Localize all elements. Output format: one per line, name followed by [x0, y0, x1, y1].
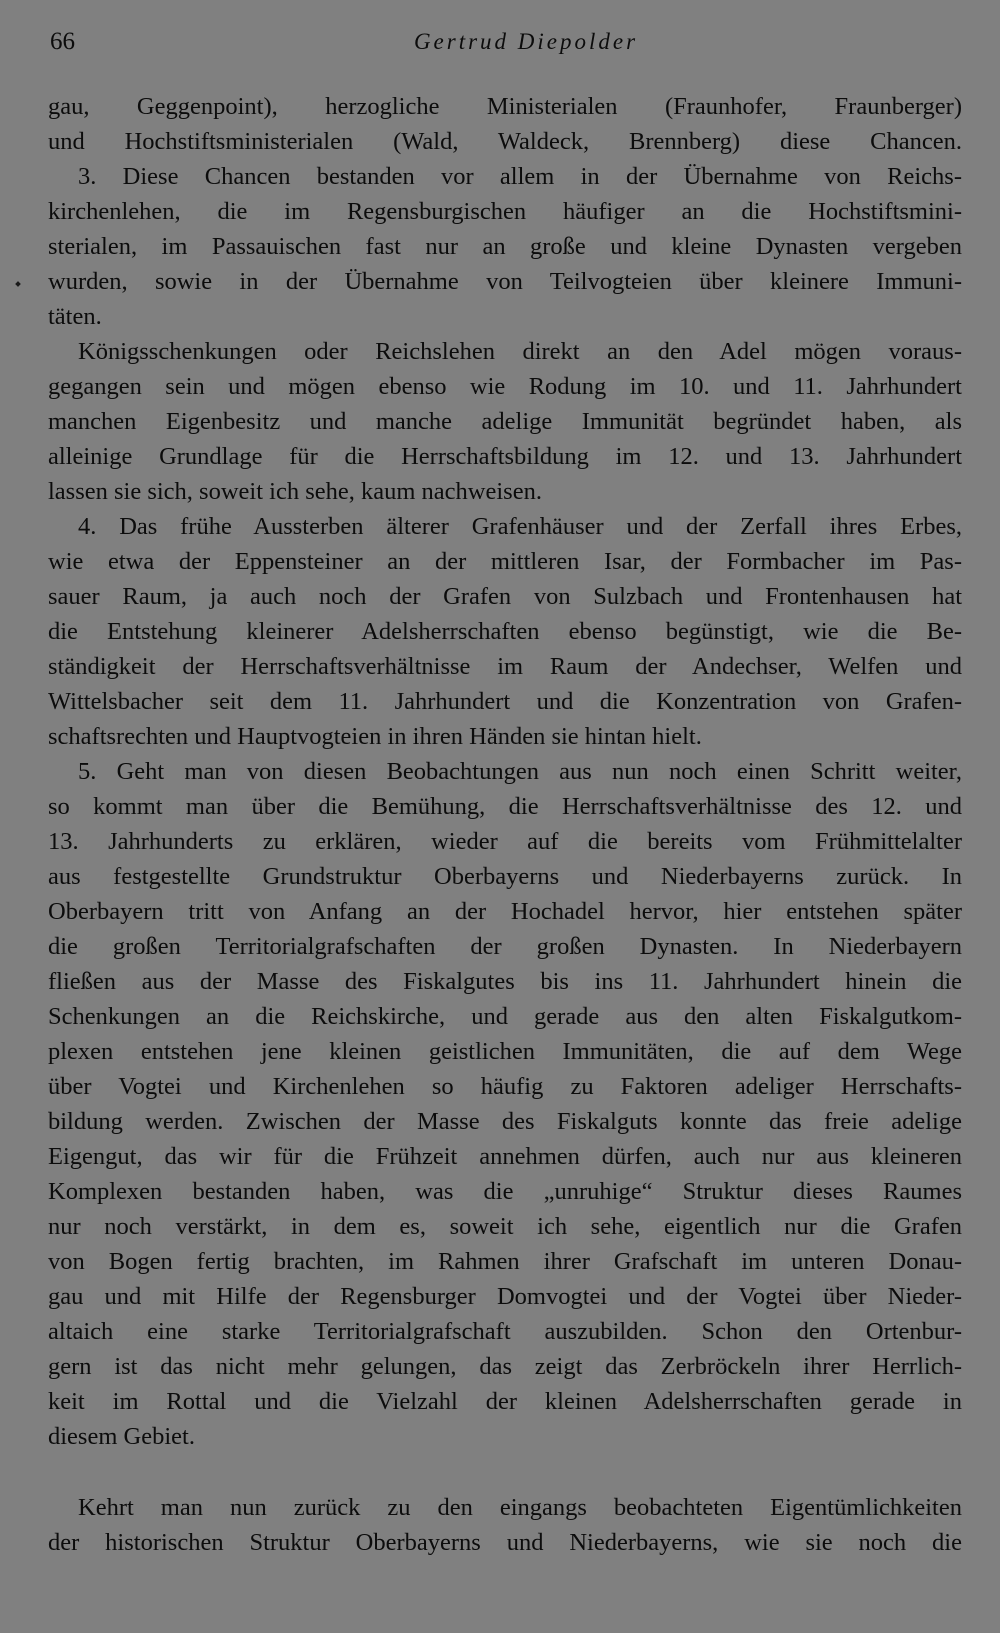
text-line: bildung werden. Zwischen der Masse des Fiskalguts konnte das freie adelige [48, 1108, 962, 1135]
text-line: lassen sie sich, soweit ich sehe, kaum nachweisen. [48, 478, 542, 505]
text-line: gern ist das nicht mehr gelungen, das zeigt das Zerbröckeln ihrer Herrlich- [48, 1353, 962, 1380]
text-line: von Bogen fertig brachten, im Rahmen ihrer Grafschaft im unteren Donau- [48, 1248, 962, 1275]
text-line: diesem Gebiet. [48, 1423, 195, 1450]
text-line: so kommt man über die Bemühung, die Herrschaftsverhältnisse des 12. und [48, 793, 962, 820]
text-line: sauer Raum, ja auch noch der Grafen von Sulzbach und Frontenhausen hat [48, 583, 962, 610]
text-line: alleinige Grundlage für die Herrschaftsbildung im 12. und 13. Jahrhundert [48, 443, 962, 470]
text-line: manchen Eigenbesitz und manche adelige Immunität begründet haben, als [48, 408, 962, 435]
margin-mark [15, 281, 21, 287]
text-line: 4. Das frühe Aussterben älterer Grafenhäuser und der Zerfall ihres Erbes, [78, 513, 962, 540]
page-number: 66 [50, 28, 75, 55]
text-line: plexen entstehen jene kleinen geistlichen Immunitäten, die auf dem Wege [48, 1038, 962, 1065]
running-head-author: Gertrud Diepolder [413, 29, 639, 54]
text-line: 5. Geht man von diesen Beobachtungen aus nun noch einen Schritt weiter, [78, 758, 962, 785]
body-text [48, 89, 962, 1560]
text-line: Eigengut, das wir für die Frühzeit annehmen dürfen, auch nur aus kleineren [48, 1143, 962, 1170]
text-line: 3. Diese Chancen bestanden vor allem in der Übernahme von Reichs- [78, 163, 962, 190]
page-header [50, 24, 962, 60]
text-line: schaftsrechten und Hauptvogteien in ihren Händen sie hintan hielt. [48, 723, 702, 750]
text-line: täten. [48, 303, 102, 330]
text-line: altaich eine starke Territorialgrafschaft auszubilden. Schon den Ortenbur- [48, 1318, 962, 1345]
text-line: Schenkungen an die Reichskirche, und gerade aus den alten Fiskalgutkom- [48, 1003, 962, 1030]
text-line: Oberbayern tritt von Anfang an der Hochadel hervor, hier entstehen später [48, 898, 962, 925]
text-line: wie etwa der Eppensteiner an der mittleren Isar, der Formbacher im Pas- [48, 548, 962, 575]
text-line: Komplexen bestanden haben, was die „unruhige“ Struktur dieses Raumes [48, 1178, 962, 1205]
text-line: keit im Rottal und die Vielzahl der kleinen Adelsherrschaften gerade in [48, 1388, 962, 1415]
text-line: gau und mit Hilfe der Regensburger Domvogtei und der Vogtei über Nieder- [48, 1283, 962, 1310]
text-line: kirchenlehen, die im Regensburgischen häufiger an die Hochstiftsmini- [48, 198, 962, 225]
text-line: die Entstehung kleinerer Adelsherrschaften ebenso begünstigt, wie die Be- [48, 618, 962, 645]
text-line: Königsschenkungen oder Reichslehen direkt an den Adel mögen voraus- [78, 338, 962, 365]
text-line: fließen aus der Masse des Fiskalgutes bis ins 11. Jahrhundert hinein die [48, 968, 962, 995]
text-line: Kehrt man nun zurück zu den eingangs beobachteten Eigentümlichkeiten [78, 1494, 962, 1521]
text-line: 13. Jahrhunderts zu erklären, wieder auf die bereits vom Frühmittelalter [48, 828, 962, 855]
text-line: Wittelsbacher seit dem 11. Jahrhundert und die Konzentration von Grafen- [48, 688, 962, 715]
text-line: ständigkeit der Herrschaftsverhältnisse im Raum der Andechser, Welfen und [48, 653, 962, 680]
text-line: der historischen Struktur Oberbayerns und Niederbayerns, wie sie noch die [48, 1529, 962, 1556]
text-line: sterialen, im Passauischen fast nur an große und kleine Dynasten vergeben [48, 233, 962, 260]
paragraph-gap [48, 1454, 962, 1490]
text-line: über Vogtei und Kirchenlehen so häufig zu Faktoren adeliger Herrschafts- [48, 1073, 962, 1100]
text-line: gegangen sein und mögen ebenso wie Rodung im 10. und 11. Jahrhundert [48, 373, 962, 400]
text-line: wurden, sowie in der Übernahme von Teilvogteien über kleinere Immuni- [48, 268, 962, 295]
text-line: nur noch verstärkt, in dem es, soweit ich sehe, eigentlich nur die Grafen [48, 1213, 962, 1240]
text-line: die großen Territorialgrafschaften der großen Dynasten. In Niederbayern [48, 933, 962, 960]
text-line: aus festgestellte Grundstruktur Oberbayerns und Niederbayerns zurück. In [48, 863, 962, 890]
text-line: und Hochstiftsministerialen (Wald, Waldeck, Brennberg) diese Chancen. [48, 128, 962, 155]
text-line: gau, Geggenpoint), herzogliche Ministerialen (Fraunhofer, Fraunberger) [48, 93, 962, 120]
